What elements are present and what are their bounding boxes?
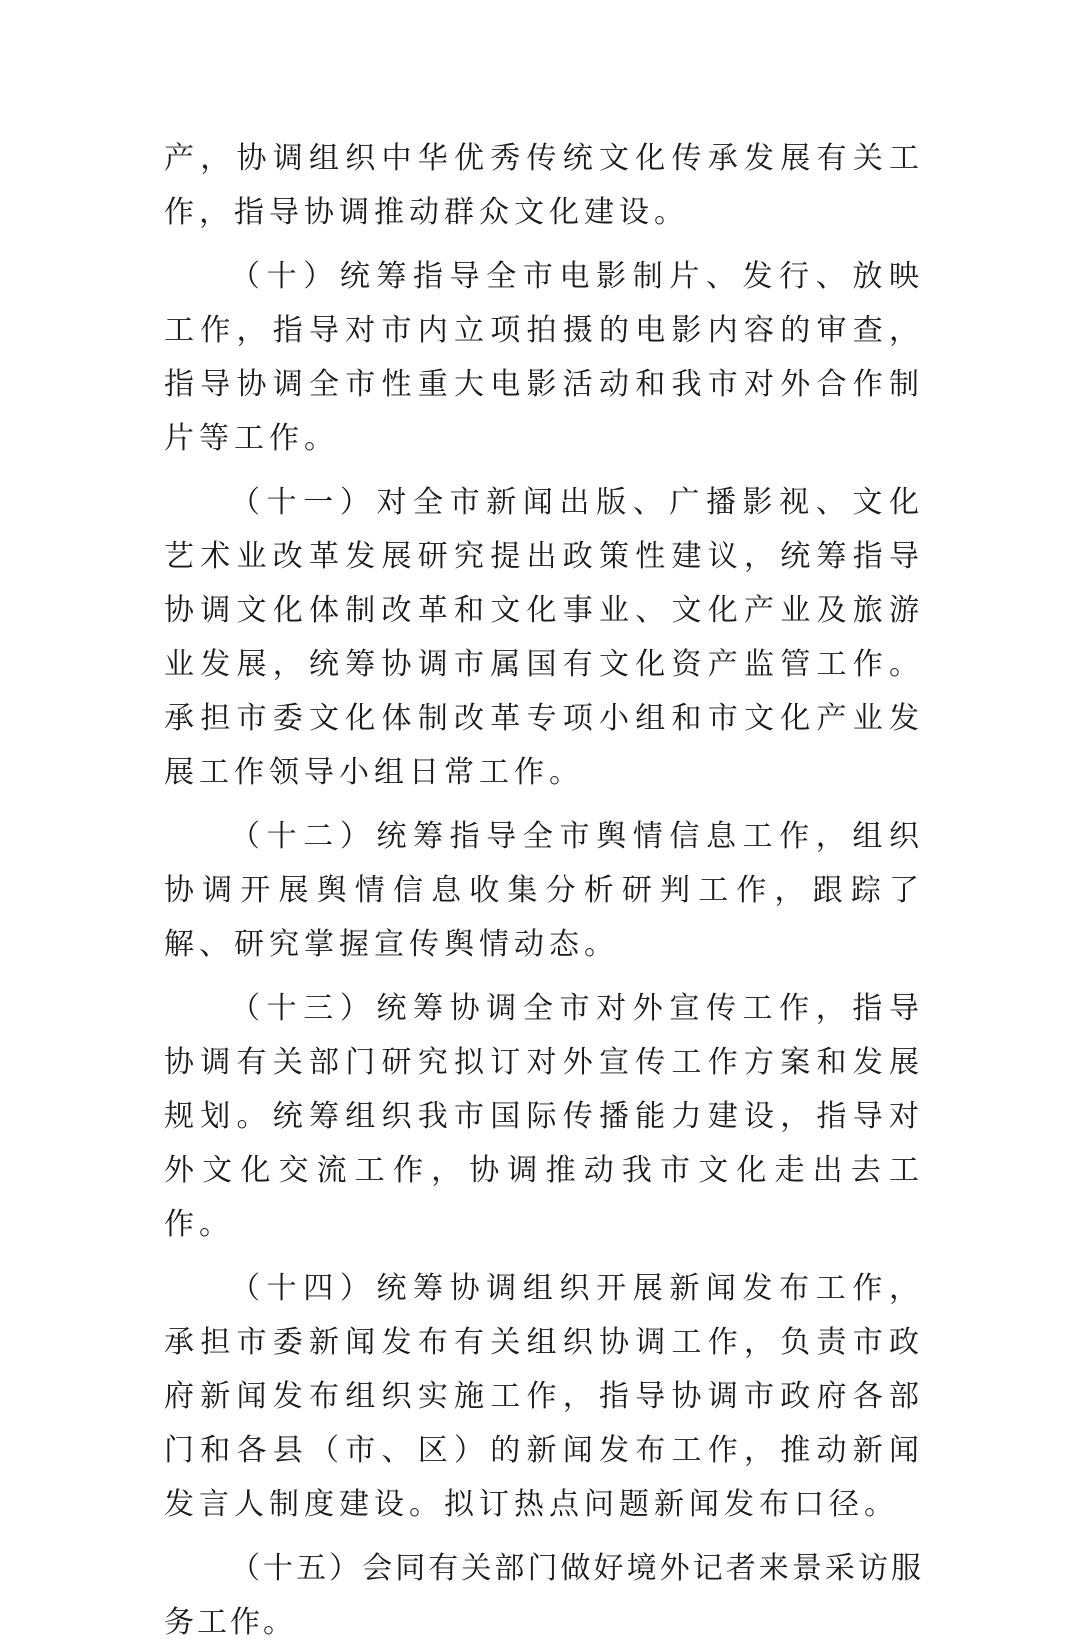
paragraph-item-14: （十四）统筹协调组织开展新闻发布工作，承担市委新闻发布有关组织协调工作，负责市政府新闻发布组织实施工作，指导协调市政府各部门和各县（市、区）的新闻发布工作，推动新闻发言人制度建设。拟订热点问题新闻发布口径。 (164, 1271, 924, 1522)
paragraph-continuation: 产，协调组织中华优秀传统文化传承发展有关工作，指导协调推动群众文化建设。 (164, 141, 924, 230)
paragraph-item-11: （十一）对全市新闻出版、广播影视、文化艺术业改革发展研究提出政策性建议，统筹指导协调文化体制改革和文化事业、文化产业及旅游业发展，统筹协调市属国有文化资产监管工作。承担市委文化体制改革专项小组和市文化产业发展工作领导小组日常工作。 (164, 485, 924, 790)
paragraph-item-10: （十）统筹指导全市电影制片、发行、放映工作，指导对市内立项拍摄的电影内容的审查，指导协调全市性重大电影活动和我市对外合作制片等工作。 (164, 259, 924, 456)
paragraph-item-15: （十五）会同有关部门做好境外记者来景采访服务工作。 (164, 1551, 924, 1640)
document-body (164, 132, 924, 1650)
paragraph-item-13: （十三）统筹协调全市对外宣传工作，指导协调有关部门研究拟订对外宣传工作方案和发展规划。统筹组织我市国际传播能力建设，指导对外文化交流工作，协调推动我市文化走出去工作。 (164, 991, 924, 1242)
paragraph-item-12: （十二）统筹指导全市舆情信息工作，组织协调开展舆情信息收集分析研判工作，跟踪了解、研究掌握宣传舆情动态。 (164, 819, 924, 962)
